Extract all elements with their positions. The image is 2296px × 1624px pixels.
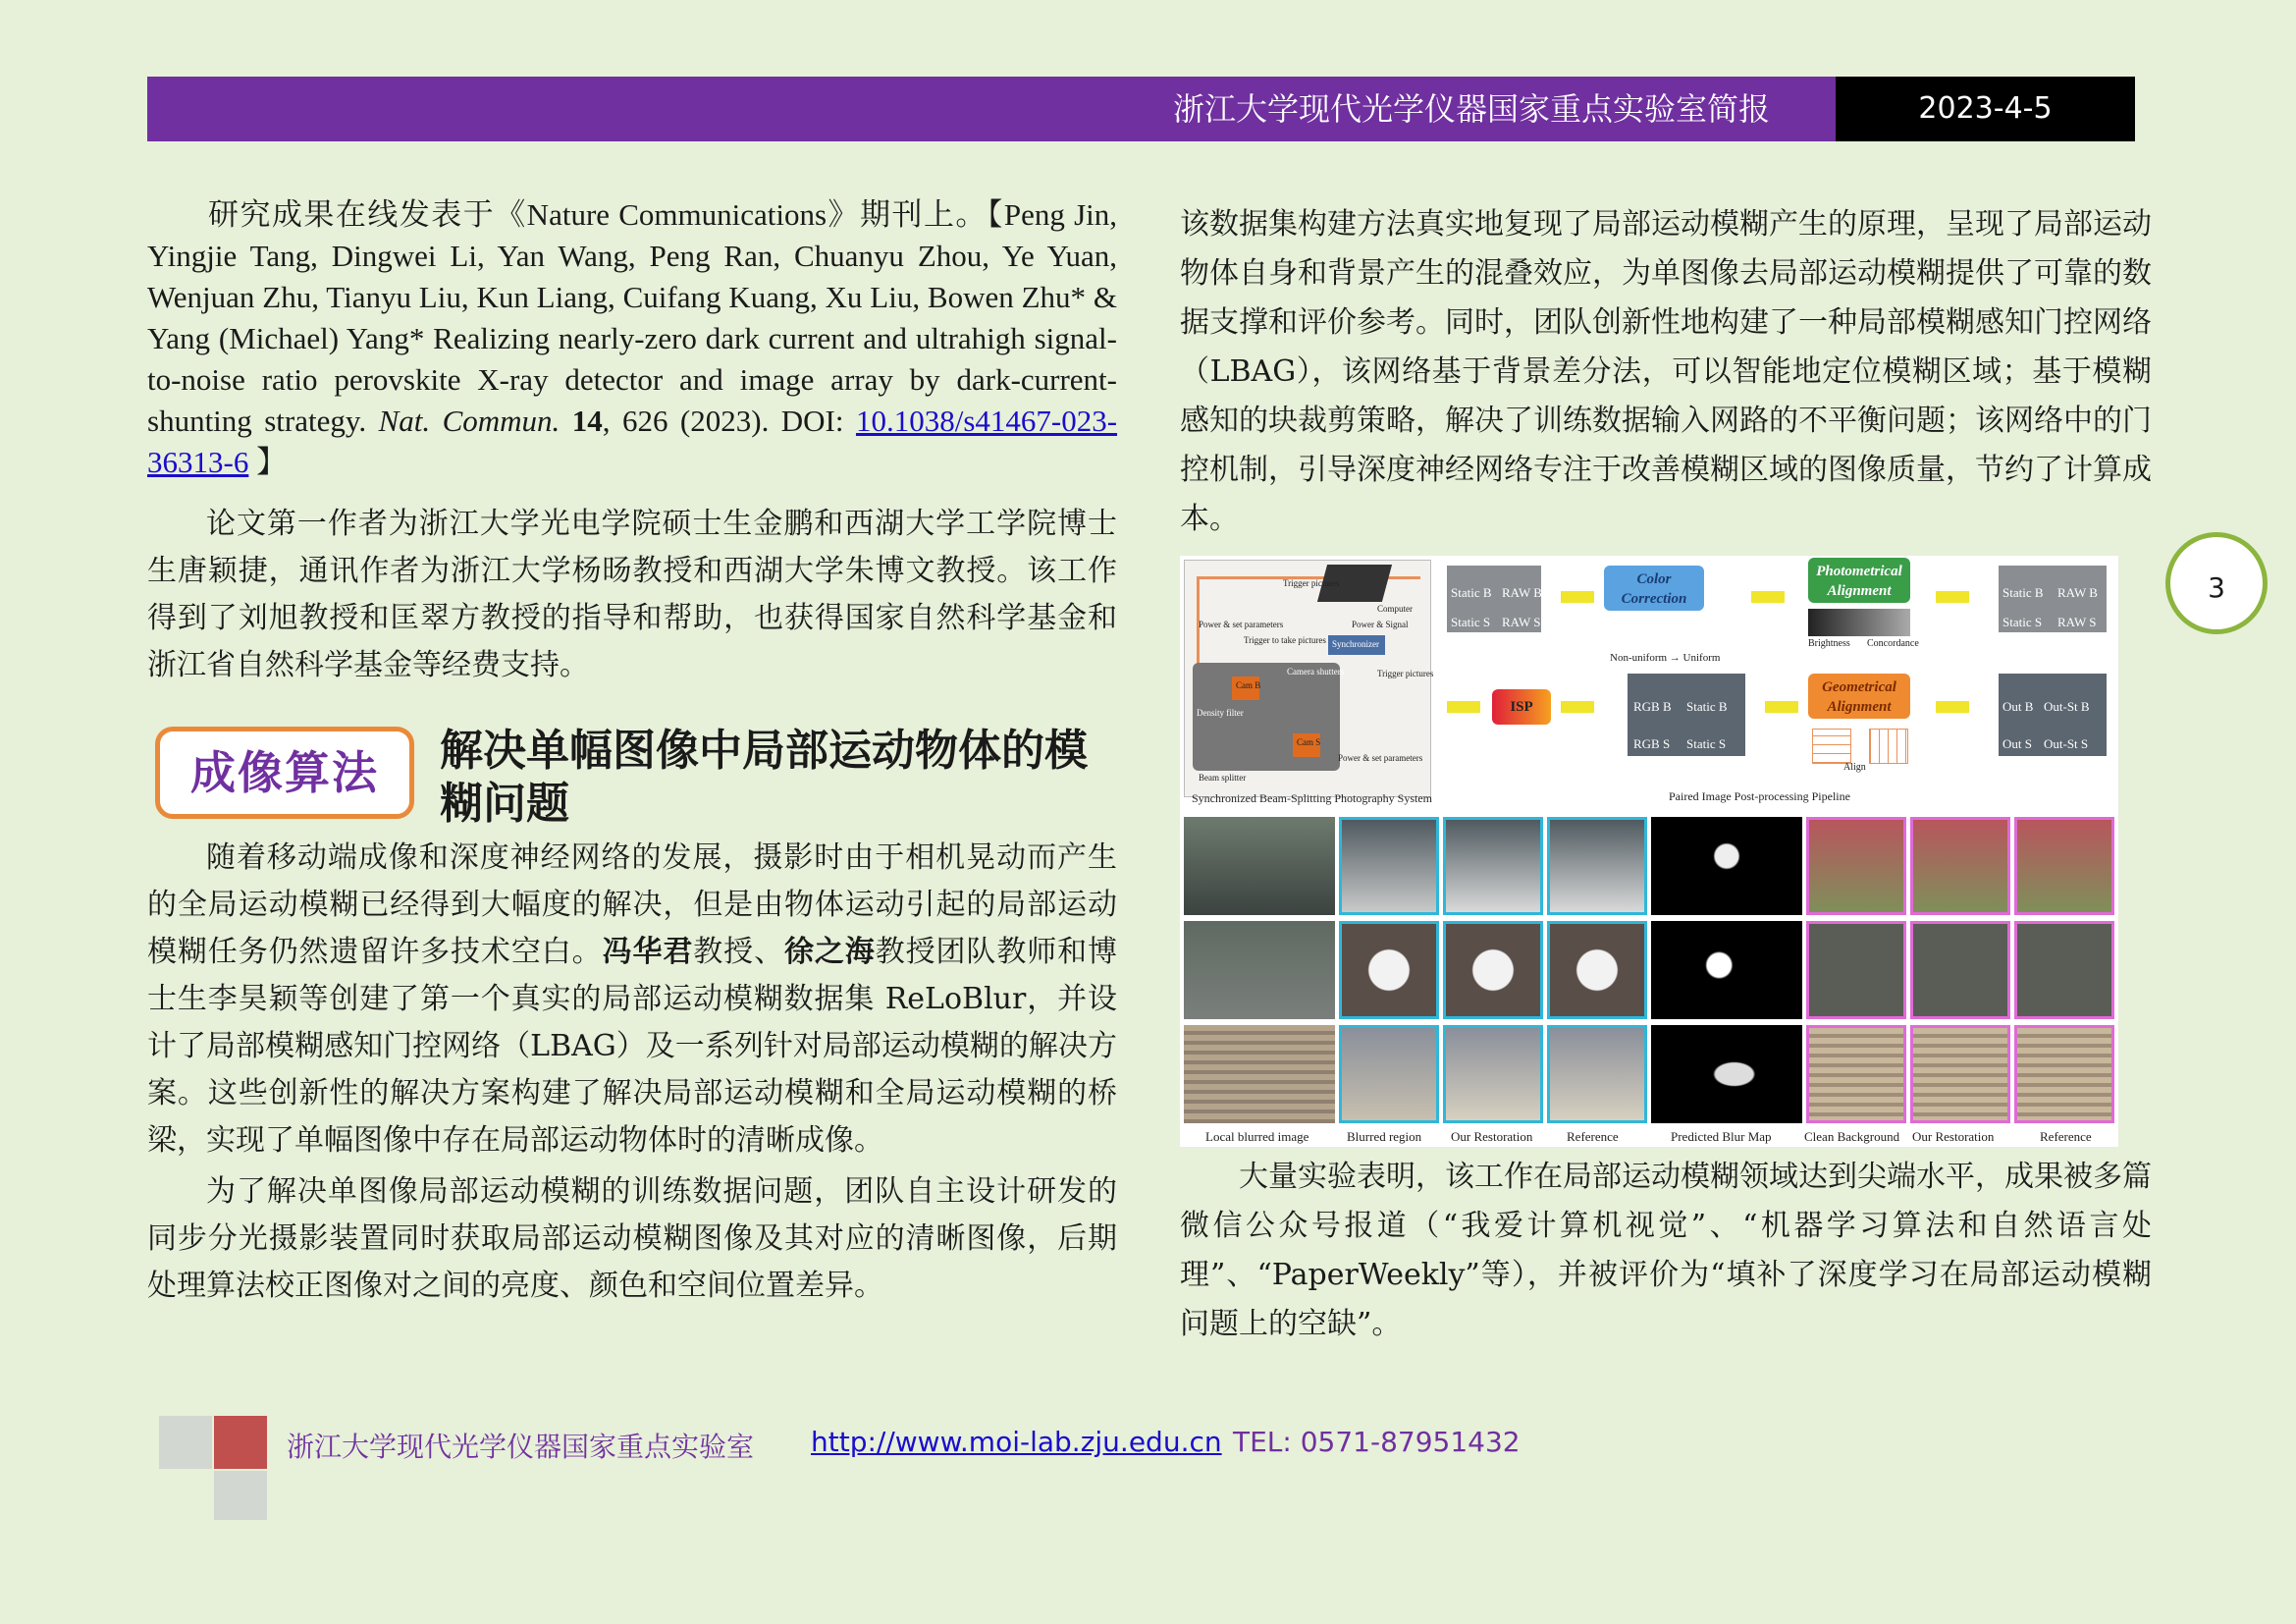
arrow-icon bbox=[1751, 591, 1785, 603]
system-diagram bbox=[1184, 560, 1434, 797]
citation-pages: , 626 (2023). DOI: bbox=[602, 404, 856, 438]
result-thumb bbox=[1651, 921, 1802, 1019]
concordance-label: Concordance bbox=[1867, 638, 1919, 649]
align-label: Align bbox=[1843, 762, 1866, 773]
result-thumb bbox=[1339, 921, 1439, 1019]
tile-label: Out-St B bbox=[2044, 699, 2090, 714]
tile-group-final bbox=[1999, 674, 2107, 756]
arrow-icon bbox=[1765, 701, 1798, 713]
sys-label: Camera shutters bbox=[1287, 667, 1345, 677]
tile-label: Static B bbox=[1451, 585, 1492, 600]
tile-label: RGB B bbox=[1633, 699, 1672, 714]
result-thumb bbox=[1910, 817, 2010, 915]
result-thumb bbox=[2014, 817, 2114, 915]
intro-text-c: 教授团队教师和博士生李昊颖等创建了第一个真实的局部运动模糊数据集 ReLoBlur，并设计了局部模糊感知门控网络（LBAG）及一系列针对局部运动模糊的解决方案。这些创新性的解决方案构建了解决局部运动模糊和全局运动模糊的桥梁，实现了单幅图像中存在局部运动物体时的清晰成像。 bbox=[147, 935, 1118, 1158]
footer-url-link[interactable]: http://www.moi-lab.zju.edu.cn bbox=[811, 1426, 1222, 1458]
sys-label: Power & Signal bbox=[1352, 620, 1409, 629]
citation-paragraph bbox=[147, 194, 1117, 483]
citation-end: 】 bbox=[248, 445, 288, 479]
result-thumb bbox=[1651, 1025, 1802, 1123]
result-label: Blurred region bbox=[1347, 1129, 1422, 1144]
doi-link[interactable]: 10.1038/s41467-023-36313-6 bbox=[147, 404, 1118, 479]
figure bbox=[1180, 556, 2118, 1147]
citation-journal: Nat. Commun. bbox=[378, 404, 561, 438]
isp-box: ISP bbox=[1492, 689, 1551, 725]
brightness-label: Brightness bbox=[1808, 638, 1850, 649]
result-thumb bbox=[1547, 921, 1647, 1019]
section-title: 解决单幅图像中局部运动物体的模糊问题 bbox=[440, 726, 1088, 829]
footer-square-grey bbox=[159, 1416, 212, 1469]
tile-label: Static S bbox=[1686, 736, 1727, 751]
right-column-bottom bbox=[1180, 1153, 2152, 1349]
result-thumb bbox=[2014, 1025, 2114, 1123]
arrow-icon bbox=[1447, 701, 1480, 713]
tile-label: RAW S bbox=[1502, 615, 1541, 629]
sys-label: Trigger to take pictures bbox=[1244, 635, 1326, 645]
sys-label: Cam B bbox=[1236, 680, 1261, 690]
tile-group-rgb bbox=[1628, 674, 1745, 756]
result-thumb bbox=[1339, 1025, 1439, 1123]
geometrical-alignment-box: Geometrical Alignment bbox=[1808, 674, 1910, 719]
header-date: 2023-4-5 bbox=[1918, 91, 2053, 126]
brightness-bar bbox=[1808, 609, 1910, 636]
section-badge-label: 成像算法 bbox=[190, 746, 379, 799]
footer-square-grey-2 bbox=[214, 1471, 267, 1520]
intro-text-b: 教授、 bbox=[693, 935, 784, 969]
arrow-icon bbox=[1936, 701, 1969, 713]
result-label: Reference bbox=[2040, 1129, 2092, 1144]
result-thumb bbox=[1910, 921, 2010, 1019]
tile-label: RAW S bbox=[2057, 615, 2097, 629]
tile-label: Static S bbox=[1451, 615, 1491, 629]
result-thumb bbox=[1184, 817, 1335, 915]
tile-label: RAW B bbox=[2057, 585, 2098, 600]
arrow-icon bbox=[1561, 701, 1594, 713]
header-title: 浙江大学现代光学仪器国家重点实验室简报 bbox=[1173, 90, 1771, 128]
result-thumb bbox=[1910, 1025, 2010, 1123]
result-thumb bbox=[1184, 1025, 1335, 1123]
tile-label: Static B bbox=[2002, 585, 2044, 600]
method-paragraph: 为了解决单图像局部运动模糊的训练数据问题，团队自主设计研发的同步分光摄影装置同时获取局部运动模糊图像及其对应的清晰图像，后期处理算法校正图像对之间的亮度、颜色和空间位置差异。 bbox=[147, 1174, 1117, 1303]
section-badge bbox=[155, 727, 414, 819]
result-label: Clean Background bbox=[1804, 1129, 1900, 1144]
left-column-bottom bbox=[147, 835, 1117, 1310]
result-thumb bbox=[1651, 817, 1802, 915]
tile-label: Out-St S bbox=[2044, 736, 2089, 751]
result-thumb bbox=[1806, 921, 1906, 1019]
sys-label: Trigger pictures bbox=[1377, 669, 1434, 678]
tile-label: Out B bbox=[2002, 699, 2034, 714]
conclusion-paragraph: 大量实验表明，该工作在局部运动模糊领域达到尖端水平，成果被多篇微信公众号报道（“我爱计算机视觉”、“机器学习算法和自然语言处理”、“PaperWeekly”等），并被评价为“填补了深度学习在局部运动模糊问题上的空缺”。 bbox=[1180, 1160, 2152, 1341]
arrow-icon bbox=[1561, 591, 1594, 603]
arrow-icon bbox=[1936, 591, 1969, 603]
result-thumb bbox=[1443, 1025, 1543, 1123]
system-caption: Synchronized Beam-Splitting Photography System bbox=[1192, 791, 1432, 805]
color-correction-box: Color Correction bbox=[1604, 566, 1704, 611]
sys-label: Power & set parameters bbox=[1338, 753, 1423, 763]
result-label: Local blurred image bbox=[1205, 1129, 1309, 1144]
sys-label: Computer bbox=[1377, 604, 1413, 614]
citation-text: 研究成果在线发表于《Nature Communications》期刊上。【Peng Jin, Yingjie Tang, Dingwei Li, Yan Wang, Peng Ran, Chuanyu Zhou, Ye Yuan, Wenjuan Zhu, Tianyu Liu, Kun Liang, Cuifang Kuang, Xu Liu, Bowen Zhu* & Yang (Michael) Yang* Realizing nearly-zero dark current and ultrahigh signal-to-noise ratio perovskite X-ray detector and image array by dark-current-shunting strategy. bbox=[147, 197, 1117, 438]
intro-text-a: 随着移动端成像和深度神经网络的发展，摄影时由于相机晃动而产生的全局运动模糊已经得到大幅度的解决，但是由物体运动引起的局部运动模糊任务仍然遗留许多技术空白。 bbox=[147, 840, 1117, 969]
intro-name-1: 冯华君 bbox=[602, 935, 694, 969]
left-column-top bbox=[147, 194, 1117, 689]
sys-label: Density filter bbox=[1197, 708, 1244, 718]
result-thumb bbox=[1547, 1025, 1647, 1123]
grid-icon bbox=[1812, 729, 1851, 764]
photometrical-alignment-box: Photometrical Alignment bbox=[1808, 558, 1910, 603]
result-thumb bbox=[1806, 817, 1906, 915]
footer-lab-name: 浙江大学现代光学仪器国家重点实验室 bbox=[287, 1431, 755, 1463]
result-label: Predicted Blur Map bbox=[1671, 1129, 1772, 1144]
footer-tel: TEL: 0571-87951432 bbox=[1233, 1426, 1521, 1458]
nonuniform-label: Non-uniform → Uniform bbox=[1610, 652, 1721, 664]
tile-group-in bbox=[1447, 566, 1541, 632]
result-label: Our Restoration bbox=[1912, 1129, 1995, 1144]
author-paragraph: 论文第一作者为浙江大学光电学院硕士生金鹏和西湖大学工学院博士生唐颖捷，通讯作者为浙江大学杨旸教授和西湖大学朱博文教授。该工作得到了刘旭教授和匡翠方教授的指导和帮助，也获得国家自然科学基金和浙江省自然科学基金等经费支持。 bbox=[147, 507, 1117, 682]
intro-name-2: 徐之海 bbox=[784, 935, 876, 969]
page-number: 3 bbox=[2165, 532, 2268, 634]
result-thumb bbox=[1339, 817, 1439, 915]
footer-square-red bbox=[214, 1416, 267, 1469]
result-thumb bbox=[2014, 921, 2114, 1019]
sys-label: Power & set parameters bbox=[1199, 620, 1284, 629]
dataset-paragraph: 该数据集构建方法真实地复现了局部运动模糊产生的原理，呈现了局部运动物体自身和背景产生的混叠效应，为单图像去局部运动模糊提供了可靠的数据支撑和评价参考。同时，团队创新性地构建了一种局部模糊感知门控网络（LBAG），该网络基于背景差分法，可以智能地定位模糊区域；基于模糊感知的块裁剪策略，解决了训练数据输入网路的不平衡问题；该网络中的门控机制，引导深度神经网络专注于改善模糊区域的图像质量，节约了计算成本。 bbox=[1180, 207, 2152, 536]
right-column-top bbox=[1180, 200, 2152, 544]
result-label: Our Restoration bbox=[1451, 1129, 1533, 1144]
tile-label: RGB S bbox=[1633, 736, 1671, 751]
tile-group-out bbox=[1999, 566, 2107, 632]
sys-label: Cam S bbox=[1297, 737, 1321, 747]
results-grid bbox=[1184, 817, 2114, 1129]
result-thumb bbox=[1443, 817, 1543, 915]
tile-label: Out S bbox=[2002, 736, 2032, 751]
tile-label: Static B bbox=[1686, 699, 1728, 714]
result-thumb bbox=[1184, 921, 1335, 1019]
sys-label: Synchronizer bbox=[1332, 639, 1379, 649]
result-thumb bbox=[1443, 921, 1543, 1019]
tile-label: Static S bbox=[2002, 615, 2043, 629]
result-thumb bbox=[1806, 1025, 1906, 1123]
pipeline-caption: Paired Image Post-processing Pipeline bbox=[1669, 789, 1850, 803]
tile-label: RAW B bbox=[1502, 585, 1542, 600]
result-label: Reference bbox=[1567, 1129, 1619, 1144]
sys-label: Trigger pictures bbox=[1283, 578, 1340, 588]
intro-paragraph bbox=[147, 835, 1117, 1164]
citation-volume: 14 bbox=[571, 404, 603, 438]
result-thumb bbox=[1547, 817, 1647, 915]
grid-icon bbox=[1869, 729, 1908, 764]
sys-label: Beam splitter bbox=[1199, 773, 1247, 783]
